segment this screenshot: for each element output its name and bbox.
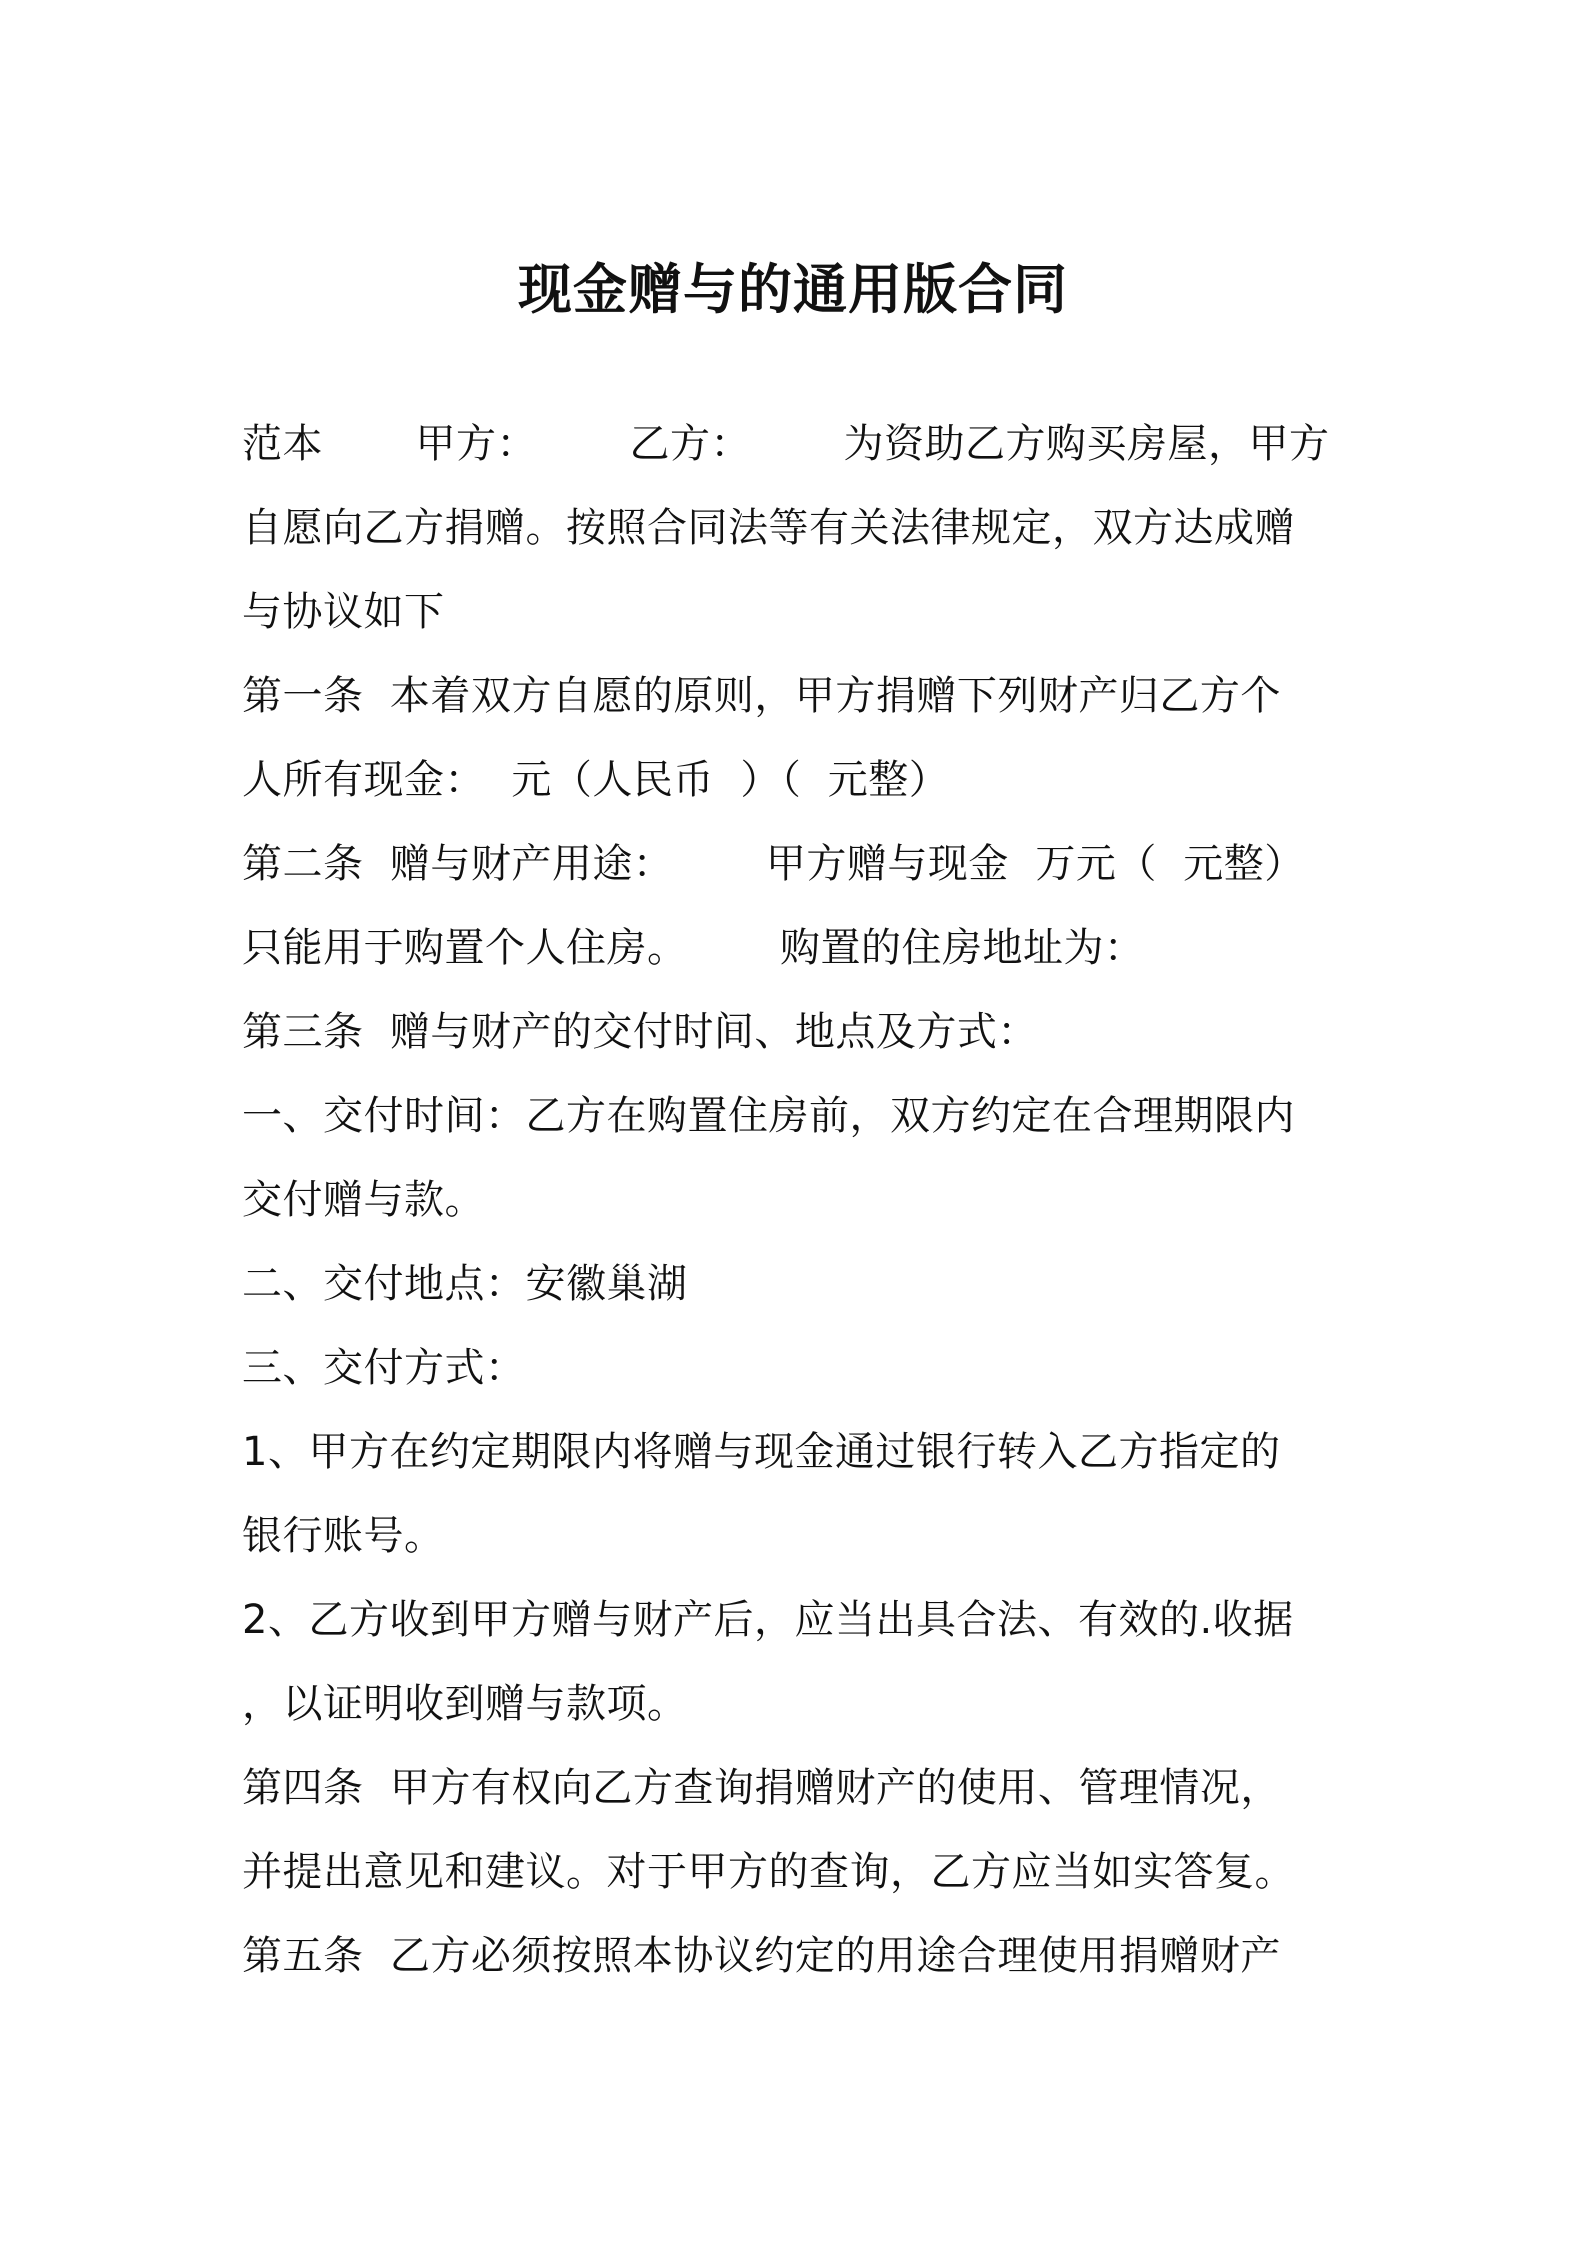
text-line: 三、交付方式：: [242, 1345, 526, 1391]
text-line: 交付赠与款。: [242, 1177, 485, 1223]
text-line: 1、甲方在约定期限内将赠与现金通过银行转入乙方指定的: [242, 1429, 1281, 1475]
text-line: 2、乙方收到甲方赠与财产后，应当出具合法、有效的.收据: [242, 1597, 1294, 1643]
text-line: 自愿向乙方捐赠。按照合同法等有关法律规定，双方达成赠: [242, 505, 1295, 551]
text-line: 二、交付地点：安徽巢湖: [242, 1261, 688, 1307]
text-line: 第一条 本着双方自愿的原则，甲方捐赠下列财产归乙方个: [242, 673, 1281, 719]
text-line: 第三条 赠与财产的交付时间、地点及方式：: [242, 1009, 1038, 1055]
text-line: 第五条 乙方必须按照本协议约定的用途合理使用捐赠财产: [242, 1933, 1281, 1979]
text-line: 与协议如下: [242, 589, 445, 635]
text-line: 银行账号。: [242, 1513, 445, 1559]
text-line: 第四条 甲方有权向乙方查询捐赠财产的使用、管理情况，: [242, 1765, 1281, 1811]
text-line: ，以证明收到赠与款项。: [242, 1681, 688, 1727]
text-line: 一、交付时间：乙方在购置住房前，双方约定在合理期限内: [242, 1093, 1295, 1139]
document-body: [242, 402, 1362, 1998]
text-line: 第二条 赠与财产用途： 甲方赠与现金 万元（ 元整）: [242, 841, 1305, 887]
text-line: 人所有现金： 元（人民币 ）（ 元整）: [242, 757, 950, 803]
text-line: 并提出意见和建议。对于甲方的查询，乙方应当如实答复。: [242, 1849, 1295, 1895]
text-line: 只能用于购置个人住房。 购置的住房地址为：: [242, 925, 1145, 971]
document-title: 现金赠与的通用版合同: [518, 258, 1068, 321]
text-line: 范本 甲方： 乙方： 为资助乙方购买房屋，甲方: [242, 421, 1330, 467]
